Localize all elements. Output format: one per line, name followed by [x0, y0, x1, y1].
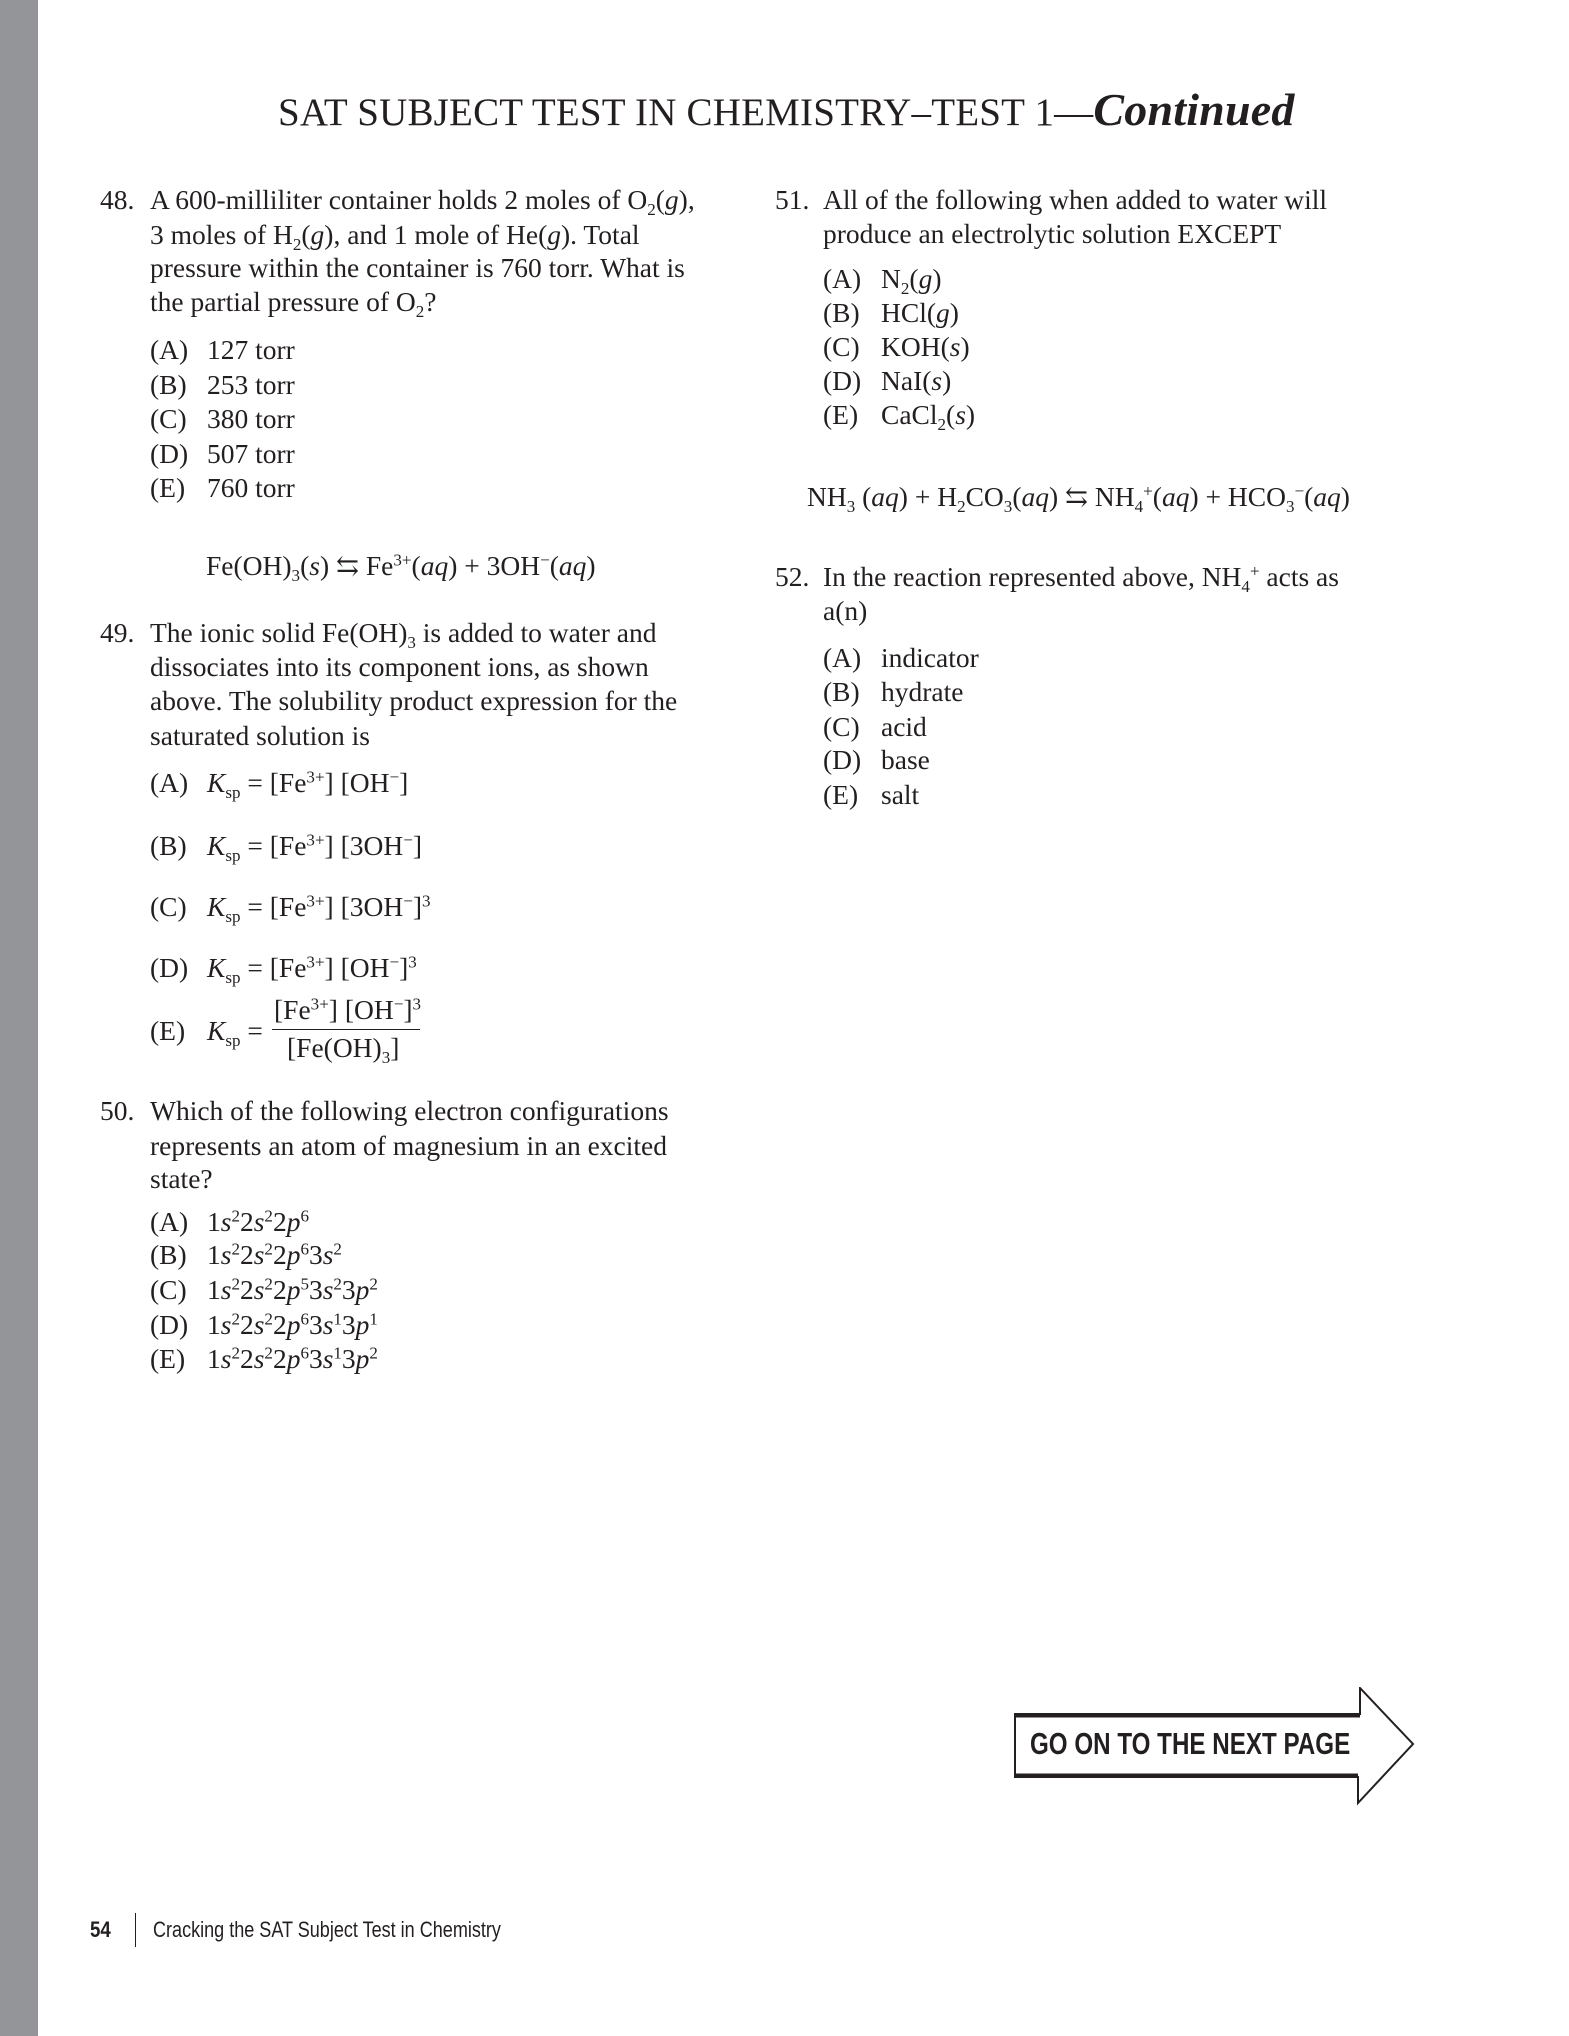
question-line: dissociates into its component ions, as shown	[150, 651, 649, 682]
fraction-numerator: $[Fe^{3+}]$ $[OH^-]^3$	[274, 994, 422, 1025]
question-line: produce an electrolytic solution EXCEPT	[823, 218, 1282, 249]
next-page-label: GO ON TO THE NEXT PAGE	[1030, 1726, 1351, 1761]
question-line: state?	[150, 1163, 213, 1194]
question-line: 3 moles of $H_2(g)$, and 1 mole of He(g). Total	[150, 219, 640, 254]
question-line: a(n)	[823, 595, 868, 626]
choice-label: (B)	[823, 297, 860, 328]
choice-text: $1s^22s^22p^53s^23p^2$	[207, 1274, 378, 1305]
choice-text: 507 torr	[207, 438, 295, 469]
choice-label: (B)	[823, 676, 860, 707]
choice-label: (E)	[150, 472, 186, 503]
choice-text: 380 torr	[207, 403, 295, 434]
choice-text: $1s^22s^22p^63s^13p^2$	[207, 1343, 378, 1374]
choice-text: $K_{sp} = [Fe^{3+}]$ [3OH−]	[207, 830, 422, 865]
choice-text: indicator	[881, 642, 979, 673]
choice-label: (A)	[150, 1206, 189, 1237]
choice-text: acid	[881, 711, 927, 742]
choice-label: (A)	[150, 767, 189, 798]
choice-label: (B)	[150, 830, 187, 861]
question-number: 52.	[775, 561, 810, 592]
choice-label: (C)	[150, 1274, 187, 1305]
question-line: represents an atom of magnesium in an excited	[150, 1130, 667, 1161]
question-number: 50.	[100, 1095, 135, 1126]
choice-label: (A)	[150, 334, 189, 365]
choice-label: (D)	[823, 365, 862, 396]
question-number: 48.	[100, 184, 135, 215]
choice-label: (E)	[823, 779, 859, 810]
choice-label: (D)	[150, 952, 189, 983]
question-line: In the reaction represented above, $NH_4^+$ acts as	[823, 561, 1339, 596]
choice-text: 760 torr	[207, 472, 295, 503]
footer-divider	[135, 1913, 136, 1947]
question-line: Which of the following electron configurations	[150, 1095, 669, 1126]
choice-text: $1s^22s^22p^63s^2$	[207, 1239, 342, 1270]
choice-label: (A)	[823, 642, 862, 673]
choice-label: (E)	[150, 1015, 186, 1046]
question-line: the partial pressure of $O_2$?	[150, 286, 437, 321]
choice-text: 127 torr	[207, 334, 295, 365]
choice-label: (D)	[823, 744, 862, 775]
choice-text: base	[881, 744, 930, 775]
question-line: A 600-milliliter container holds 2 moles of $O_2(g)$,	[150, 184, 695, 219]
choice-text: KOH(s)	[881, 331, 970, 362]
book-title: Cracking the SAT Subject Test in Chemistry	[153, 1917, 501, 1942]
choice-text: HCl(g)	[881, 297, 959, 328]
title-emphasis: Continued	[1093, 84, 1295, 135]
question-number: 49.	[100, 617, 135, 648]
title-text: SAT SUBJECT TEST IN CHEMISTRY–TEST 1—	[278, 91, 1094, 134]
fraction-denominator: $[Fe(OH)_3]$	[287, 1032, 400, 1067]
choice-text: $K_{sp} = [Fe^{3+}]$ $[3OH^-]^3$	[207, 891, 431, 926]
page-number: 54	[90, 1917, 111, 1942]
choice-label: (C)	[823, 331, 860, 362]
choice-label: (C)	[150, 403, 187, 434]
question-line: All of the following when added to water will	[823, 184, 1328, 215]
choice-text: $K_{sp}$ =	[207, 1015, 263, 1050]
choice-label: (E)	[150, 1343, 186, 1374]
choice-text: $K_{sp} = [Fe^{3+}]$ [OH−]	[207, 767, 409, 802]
page-title	[278, 86, 1295, 137]
equation-fe-oh3: $Fe(OH)_3(s)$ ⇆ $Fe^{3+}(aq) + 3OH^-(aq)$	[206, 550, 596, 585]
choice-label: (A)	[823, 263, 862, 294]
choice-text: $N_2(g)$	[881, 263, 942, 298]
question-line: pressure within the container is 760 torr. What is	[150, 252, 685, 283]
choice-label: (B)	[150, 369, 187, 400]
question-number: 51.	[775, 184, 810, 215]
choice-label: (B)	[150, 1239, 187, 1270]
page-edge-bar	[0, 0, 38, 2036]
question-line: above. The solubility product expression for the	[150, 685, 678, 716]
choice-text: hydrate	[881, 676, 964, 707]
choice-label: (D)	[150, 438, 189, 469]
choice-text: 253 torr	[207, 369, 295, 400]
choice-label: (E)	[823, 399, 859, 430]
choice-text: salt	[881, 779, 920, 810]
choice-text: $1s^22s^22p^6$	[207, 1206, 309, 1237]
choice-text: $K_{sp} = [Fe^{3+}]$ $[OH^-]^3$	[207, 952, 417, 987]
choice-label: (D)	[150, 1309, 189, 1340]
choice-text: $1s^22s^22p^63s^13p^1$	[207, 1309, 378, 1340]
question-line: saturated solution is	[150, 720, 370, 751]
choice-label: (C)	[823, 711, 860, 742]
equation-nh3: $NH_3$ $(aq) + H_2CO_3(aq)$ ⇆ $NH_4^+(aq) + HCO_3^-(aq)$	[807, 481, 1350, 516]
fraction-bar	[272, 1029, 420, 1030]
choice-text: NaI(s)	[881, 365, 952, 396]
question-line: The ionic solid $Fe(OH)_3$ is added to water and	[150, 617, 657, 652]
choice-text: CaCl$_2$(s)	[881, 399, 976, 434]
choice-label: (C)	[150, 891, 187, 922]
